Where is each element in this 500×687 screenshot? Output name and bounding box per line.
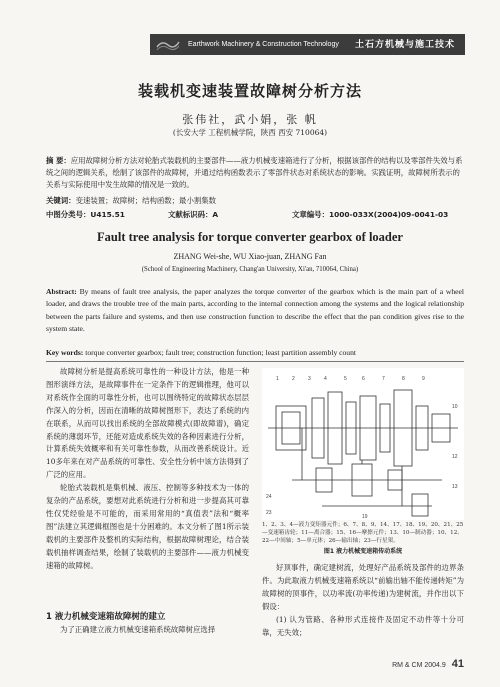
abstract-cn-text: 应用故障树分析方法对轮胎式装载机的主要部件——液力机械变速箱进行了分析，根据该部件的结构以及零部件失效与系统之间的逻辑关系，绘制了该部件的故障树，并通过结构函数表示了零部件状态对系统状态的影响。实践证明，故障树所表示的关系与实际使用中发生故障的情况是一致的。 <box>46 156 463 189</box>
article-number: 文章编号：1000-033X(2004)09-0041-03 <box>292 210 449 219</box>
doc-code: 文献标识码：A <box>168 210 219 219</box>
divider <box>46 361 464 362</box>
abstract-cn-label: 摘 要： <box>46 156 71 165</box>
body-paragraph: 故障树分析是提高系统可靠性的一种设计方法，他是一种图形演绎方法，是故障事件在一定条件下的逻辑推理，他可以对系统作全面的可靠性分析，也可以围绕特定的故障状态层层作深入的分析，因而在清晰的故障树图形下，表达了系统的内在联系，从而可以找出系统的全部故障模式(即故障谱)，确定系统的薄弱环节，还能对造成系统失效的各种因素进行分析，计算系统失效概率和有关可靠性参数，从而改善系统设计。近10多年来在对产品系统的可靠性、安全性分析中该方法得到了广泛的应用。 <box>46 367 249 480</box>
journal-banner <box>150 34 465 55</box>
figure-legend: 1、2、3、4—液力变矩器元件；6、7、8、9、14、17、18、19、20、21、25—变速箱齿轮；11—离合器；15、16—摩擦元件；13、10—制动器；10、12、22—中间轴；5—单元体；26—输出轴；23—行星架。 <box>262 522 464 544</box>
body-left-column <box>46 366 249 573</box>
body-paragraph: 轮胎式装载机是集机械、液压、控制等多种技术为一体的复杂的产品系统，要想对此系统进行分析和进一步提高其可靠性仅凭经验是不可能的，而采用常用的“真值表”法和“概率图”法建立其逻辑框图也是十分困难的。本文分析了图1所示装载机的主要部件及整机的实际结构，根据故障树理论，结合装载机抽样调查结果，绘制了装载机的主要部件——液力机械变速箱的故障树。 <box>46 483 249 570</box>
svg-text:1: 1 <box>276 376 279 382</box>
affiliation: (长安大学 工程机械学院，陕西 西安 710064) <box>172 128 328 137</box>
keywords-cn <box>46 195 464 206</box>
english-abstract-label: Abstract: <box>46 287 77 296</box>
clc-number: 中图分类号：U415.51 <box>46 210 125 219</box>
svg-text:5: 5 <box>344 376 347 382</box>
section-text: 为了正确建立液力机械变速箱系统故障树应选择 <box>60 625 216 634</box>
journal-issue: RM & CM 2004.9 <box>392 662 446 669</box>
svg-text:10: 10 <box>452 404 458 410</box>
english-keywords <box>46 348 464 357</box>
svg-text:12: 12 <box>452 454 458 460</box>
svg-text:3: 3 <box>308 376 311 382</box>
english-authors: ZHANG Wei-she, WU Xiao-juan, ZHANG Fan <box>173 252 327 261</box>
svg-text:6: 6 <box>362 376 365 382</box>
english-affiliation: (School of Engineering Machinery, Chang'an University, Xi'an, 710064, China) <box>141 266 359 273</box>
wave-logo-icon <box>156 38 180 51</box>
keywords-cn-text: 变速装置；故障树；结构函数；最小割集数 <box>75 196 217 205</box>
svg-text:13: 13 <box>452 484 458 490</box>
svg-text:24: 24 <box>266 494 272 500</box>
body-paragraph: 好顶事件，确定建树流，处理好产品系统及部件的边界条件。为此取液力机械变速箱系统以“前输出轴不能传递转矩”为故障树的顶事件，以功率流(功率传递)为建树流，并作出以下假设： <box>262 563 464 611</box>
svg-text:8: 8 <box>402 376 405 382</box>
english-keywords-label: Key words: <box>46 348 84 357</box>
banner-en: Earthwork Machinery & Construction Technology <box>188 41 339 48</box>
svg-text:2: 2 <box>292 376 295 382</box>
banner-cn: 土石方机械与施工技术 <box>354 39 455 49</box>
page-footer <box>370 658 464 670</box>
keywords-cn-label: 关键词： <box>46 196 76 205</box>
english-abstract-text: By means of fault tree analysis, the paper analyzes the torque converter of the gearbox which is the main part of a wheel loader, and draws the trouble tree of the main parts, according to the internal connection among the systems and the logical relationship between the parts failure and systems, and then use construction function to describe the effect that the pan condition gives rise to the system state. <box>46 287 464 333</box>
english-title: Fault tree analysis for torque converter gearbox of loader <box>97 230 403 244</box>
svg-text:23: 23 <box>266 510 272 516</box>
paper-title: 装载机变速装置故障树分析方法 <box>137 82 362 100</box>
section-heading: 1 液力机械变速箱故障树的建立 <box>46 612 166 622</box>
english-abstract <box>46 286 464 335</box>
page-number: 41 <box>451 658 464 670</box>
figure-caption: 图1 液力机械变速箱传动系统 <box>323 548 403 555</box>
svg-text:4: 4 <box>324 376 327 382</box>
gearbox-diagram <box>262 368 464 520</box>
body-right-column <box>262 562 464 639</box>
svg-text:7: 7 <box>382 376 385 382</box>
svg-text:19: 19 <box>362 514 368 520</box>
english-keywords-text: torque converter gearbox; fault tree; construction function; least partition assembly count <box>85 348 357 357</box>
abstract-cn <box>46 155 464 191</box>
body-paragraph: (1) 认为管路、各种形式连接件及固定不动件等十分可靠，无失效； <box>262 614 464 637</box>
authors: 张伟社，武小娟，张 帆 <box>182 113 318 126</box>
svg-text:9: 9 <box>422 376 425 382</box>
